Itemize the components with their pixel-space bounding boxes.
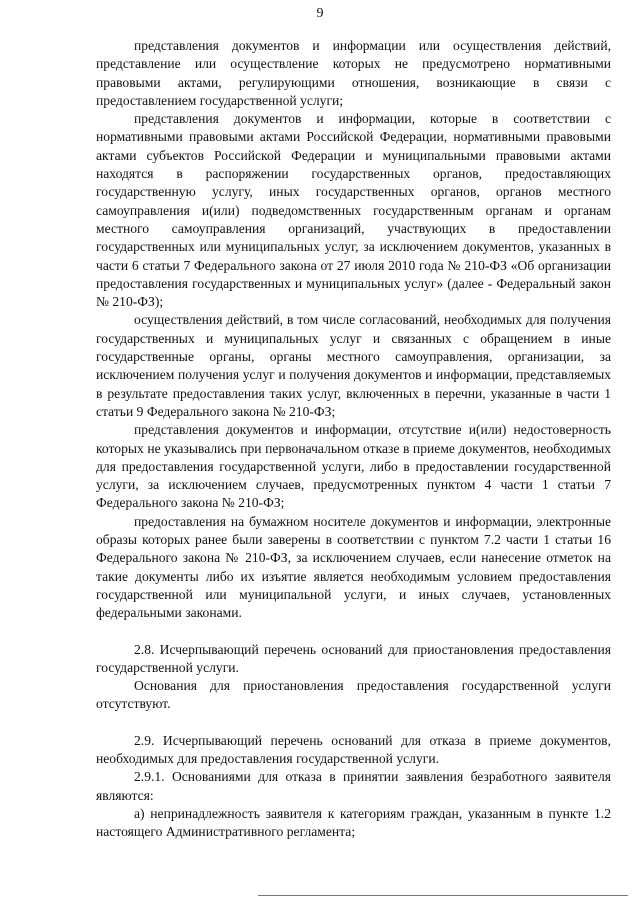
page-number: 9 [316, 6, 324, 21]
paragraph-initial-refusal: представления документов и информации, отсутствие и(или) недостоверность которых не указывались при первоначальном отказе в приеме документов, необходимых для предоставления государственной услуги, либо в предоставлении государственной услуги, за исключением случаев, предусмотренных пунктом 4 части 1 статьи 7 Федерального закона № 210-ФЗ; [96, 422, 611, 511]
paragraph-approvals: осуществления действий, в том числе согласований, необходимых для получения государственных и муниципальных услуг и связанных с обращением в иные государственные органы, органы местного самоуправления, организации, за исключением получения услуг и получения документов и информации, представляемых в результате предоставления таких услуг, включенных в перечни, указанные в части 1 статьи 9 Федерального закона № 210-ФЗ; [96, 312, 611, 419]
section-2-8-heading: 2.8. Исчерпывающий перечень оснований для приостановления предоставления государственной услуги. [96, 641, 611, 675]
section-gap [96, 623, 611, 641]
section-2-9-1-text: 2.9.1. Основаниями для отказа в принятии заявления безработного заявителя являются: [96, 769, 611, 803]
paragraph-paper-documents: предоставления на бумажном носителе документов и информации, электронные образы которых ранее были заверены в соответствии с пунктом 7.2 части 1 статьи 16 Федерального закона № 210-ФЗ, за исключением случаев, если нанесение отметок на такие документы либо их изъятие является необходимым условием предоставления государственной или муниципальной услуги, и иных случаев, установленных федеральными законами. [96, 513, 611, 621]
section-gap [96, 714, 611, 732]
page-body [96, 37, 611, 841]
paragraph-documents-not-required: представления документов и информации или осуществления действий, представление или осуществление которых не предусмотрено нормативными правовыми актами, регулирующими отношения, возникающие в связи с предоставлением государственной услуги; [96, 38, 611, 108]
section-2-9-heading: 2.9. Исчерпывающий перечень оснований для отказа в приеме документов, необходимых для предоставления государственной услуги. [96, 732, 611, 766]
bottom-divider [258, 895, 628, 896]
paragraph-documents-in-agencies: представления документов и информации, которые в соответствии с нормативными правовыми актами Российской Федерации, нормативными правовыми актами субъектов Российской Федерации и муниципальными правовыми актами находятся в распоряжении государственных органов, предоставляющих государственную услугу, иных государственных органов, органов местного самоуправления и(или) подведомственных государственным органам и органам местного самоуправления организаций, участвующих в предоставлении государственных или муниципальных услуг, за исключением документов, указанных в части 6 статьи 7 Федерального закона от 27 июля 2010 года № 210-ФЗ «Об организации предоставления государственных и муниципальных услуг» (далее - Федеральный закон № 210-ФЗ); [96, 111, 611, 310]
list-item-a: а) непринадлежность заявителя к категориям граждан, указанным в пункте 1.2 настоящего Административного регламента; [96, 805, 611, 840]
section-2-8-text: Основания для приостановления предоставления государственной услуги отсутствуют. [96, 678, 611, 712]
